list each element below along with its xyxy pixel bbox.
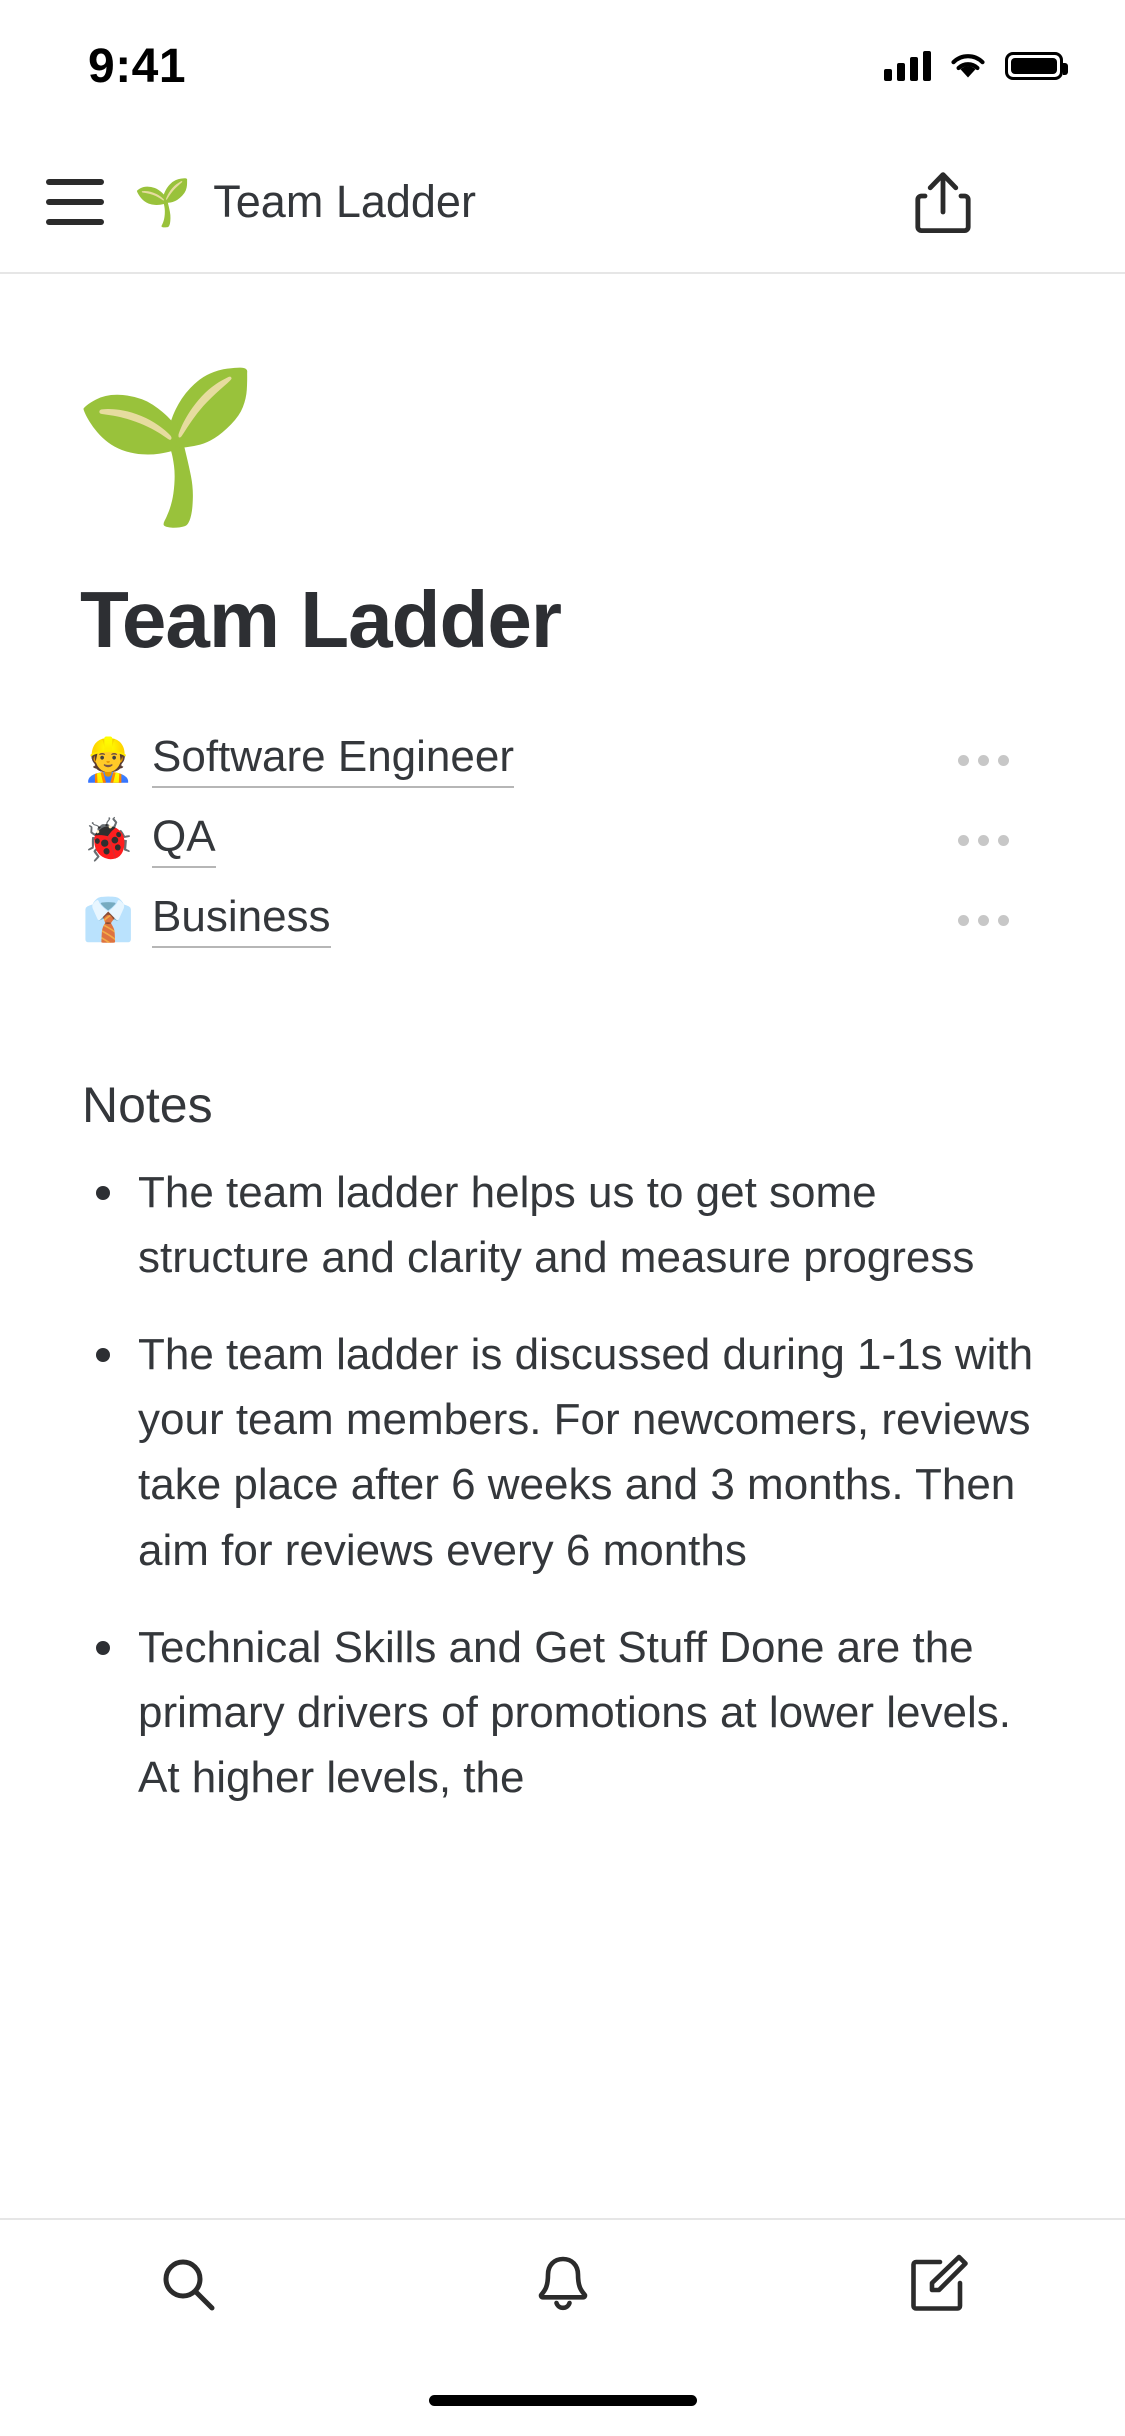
list-item: The team ladder helps us to get some structure and clarity and measure progress xyxy=(82,1160,1043,1290)
app-bar-title: Team Ladder xyxy=(213,176,476,227)
new-note-button[interactable] xyxy=(750,2253,1125,2315)
page-link-label[interactable]: Business xyxy=(152,892,331,948)
page-link-label[interactable]: Software Engineer xyxy=(152,732,514,788)
list-item[interactable] xyxy=(82,730,1043,790)
necktie-icon: 👔 xyxy=(82,896,135,943)
cellular-bars-icon xyxy=(884,51,931,81)
list-item: The team ladder is discussed during 1-1s with your team members. For newcomers, reviews take place after 6 weeks and 3 months. Then aim for reviews every 6 months xyxy=(82,1322,1043,1582)
battery-full-icon xyxy=(1005,52,1063,80)
more-options-icon[interactable] xyxy=(958,915,1009,926)
app-bar xyxy=(0,132,1125,274)
list-item[interactable] xyxy=(82,890,1043,950)
notifications-button[interactable] xyxy=(375,2253,750,2315)
home-indicator xyxy=(429,2395,697,2406)
status-indicators xyxy=(884,51,1063,81)
page-link-label[interactable]: QA xyxy=(152,812,216,868)
search-button[interactable] xyxy=(0,2253,375,2315)
status-time: 9:41 xyxy=(88,39,187,93)
search-icon xyxy=(157,2253,219,2315)
lady-beetle-icon: 🐞 xyxy=(82,816,135,863)
bell-icon xyxy=(533,2253,593,2315)
share-icon[interactable] xyxy=(915,171,971,233)
page-title: Team Ladder xyxy=(80,575,561,664)
notes-bullet-list xyxy=(82,1160,1043,1810)
more-options-icon[interactable] xyxy=(958,835,1009,846)
wifi-icon xyxy=(949,51,987,81)
notes-heading: Notes xyxy=(82,1077,213,1133)
bottom-toolbar xyxy=(0,2218,1125,2348)
page-emoji-seedling: 🌱 xyxy=(74,361,261,529)
compose-icon xyxy=(907,2253,969,2315)
status-bar xyxy=(0,0,1125,132)
list-item[interactable] xyxy=(82,810,1043,870)
page-link-list xyxy=(82,730,1043,950)
more-options-icon[interactable] xyxy=(958,755,1009,766)
page-content xyxy=(0,274,1125,2218)
hamburger-menu-icon[interactable] xyxy=(46,179,104,225)
list-item: Technical Skills and Get Stuff Done are the primary drivers of promotions at lower levels. At higher levels, the xyxy=(82,1615,1043,1810)
seedling-icon: 🌱 xyxy=(134,176,192,228)
construction-worker-icon: 👷 xyxy=(82,736,135,783)
